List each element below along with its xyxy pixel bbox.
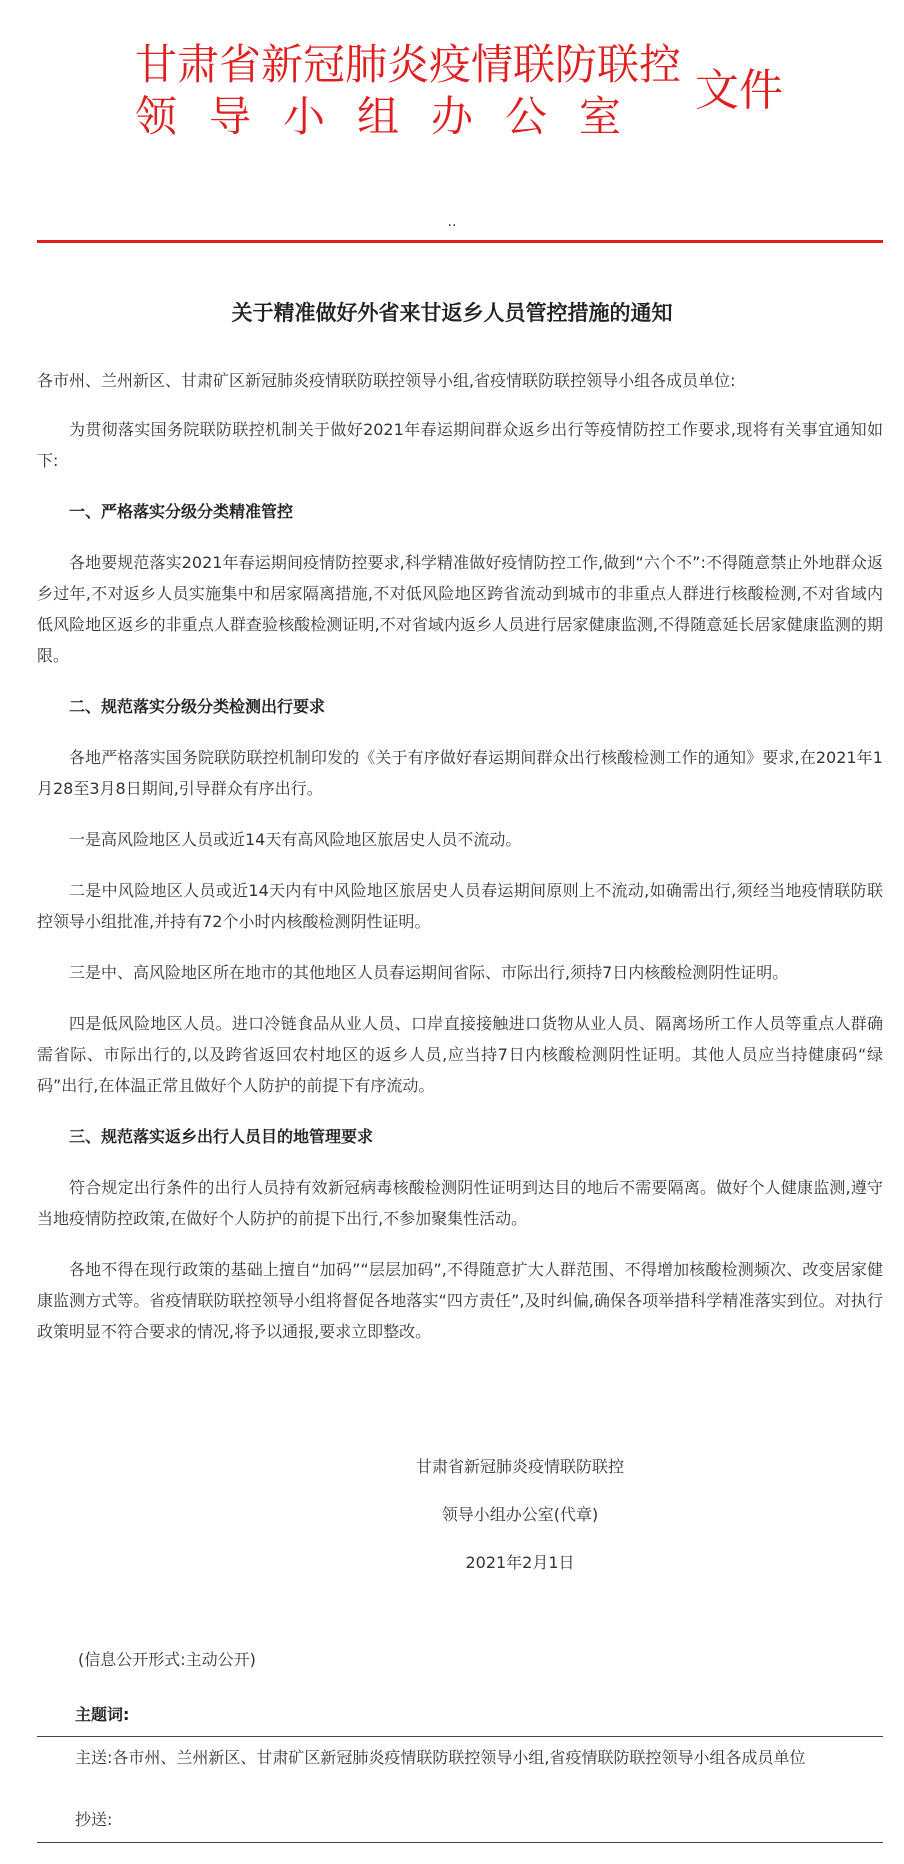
paragraph-6: 四是低风险地区人员。进口冷链食品从业人员、口岸直接接触进口货物从业人员、隔离场所工作人员等重点人群确需省际、市际出行的,以及跨省返回农村地区的返乡人员,应当持7日内核酸检测阴性证明。其他人员应当持健康码“绿码”出行,在体温正常且做好个人防护的前提下有序流动。 [37, 1014, 883, 1095]
keywords-label: 主题词: [75, 1705, 130, 1724]
section-heading-2: 二、规范落实分级分类检测出行要求 [69, 697, 326, 716]
paragraph-4: 二是中风险地区人员或近14天内有中风险地区旅居史人员春运期间原则上不流动,如确需出行,须经当地疫情联防联控领导小组批准,并持有72个小时内核酸检测阴性证明。 [37, 881, 883, 931]
paragraph-5: 三是中、高风险地区所在地市的其他地区人员春运期间省际、市际出行,须持7日内核酸检测阴性证明。 [69, 963, 789, 982]
masthead-suffix: 文件 [695, 65, 783, 116]
masthead-line1: 甘肃省新冠肺炎疫情联防联控 [135, 40, 682, 89]
section-heading-3: 三、规范落实返乡出行人员目的地管理要求 [69, 1127, 374, 1146]
document-number: .. [447, 214, 457, 230]
paragraph-3: 一是高风险地区人员或近14天有高风险地区旅居史人员不流动。 [69, 830, 522, 849]
document-body [37, 365, 883, 1367]
paragraph-2: 各地严格落实国务院联防联控机制印发的《关于有序做好春运期间群众出行核酸检测工作的通知》要求,在2021年1月28至3月8日期间,引导群众有序出行。 [37, 748, 883, 798]
signature-org-line1: 甘肃省新冠肺炎疫情联防联控 [415, 1457, 624, 1476]
red-divider [37, 240, 883, 243]
section-heading-1: 一、严格落实分级分类精准管控 [69, 502, 294, 521]
salutation: 各市州、兰州新区、甘肃矿区新冠肺炎疫情联防联控领导小组,省疫情联防联控领导小组各成员单位: [37, 371, 736, 390]
signature-org-line2: 领导小组办公室(代章) [441, 1505, 599, 1524]
paragraph-7: 符合规定出行条件的出行人员持有效新冠病毒核酸检测阴性证明到达目的地后不需要隔离。做好个人健康监测,遵守当地疫情防控政策,在做好个人防护的前提下出行,不参加聚集性活动。 [37, 1178, 883, 1228]
intro-paragraph: 为贯彻落实国务院联防联控机制关于做好2021年春运期间群众返乡出行等疫情防控工作要求,现将有关事宜通知如下: [37, 420, 883, 470]
footer-divider-top [37, 1736, 883, 1737]
paragraph-8: 各地不得在现行政策的基础上擅自“加码”“层层加码”,不得随意扩大人群范围、不得增加核酸检测频次、改变居家健康监测方式等。省疫情联防联控领导小组将督促各地落实“四方责任”,及时纠偏,确保各项举措科学精准落实到位。对执行政策明显不符合要求的情况,将予以通报,要求立即整改。 [37, 1260, 883, 1341]
cc-label: 抄送: [75, 1810, 113, 1829]
masthead-line2: 领导小组办公室 [135, 92, 654, 141]
masthead [135, 40, 795, 150]
document-title: 关于精准做好外省来甘返乡人员管控措施的通知 [231, 300, 673, 325]
footer-divider-bottom [37, 1842, 883, 1843]
disclosure-note: (信息公开形式:主动公开) [78, 1650, 256, 1669]
paragraph-1: 各地要规范落实2021年春运期间疫情防控要求,科学精准做好疫情防控工作,做到“六个不”:不得随意禁止外地群众返乡过年,不对返乡人员实施集中和居家隔离措施,不对低风险地区跨省流动到城市的非重点人群进行核酸检测,不对省域内低风险地区返乡的非重点人群查验核酸检测证明,不对省域内返乡人员进行居家健康监测,不得随意延长居家健康监测的期限。 [37, 553, 883, 665]
send-to: 主送:各市州、兰州新区、甘肃矿区新冠肺炎疫情联防联控领导小组,省疫情联防联控领导小组各成员单位 [75, 1748, 806, 1767]
signature-date: 2021年2月1日 [465, 1553, 575, 1572]
